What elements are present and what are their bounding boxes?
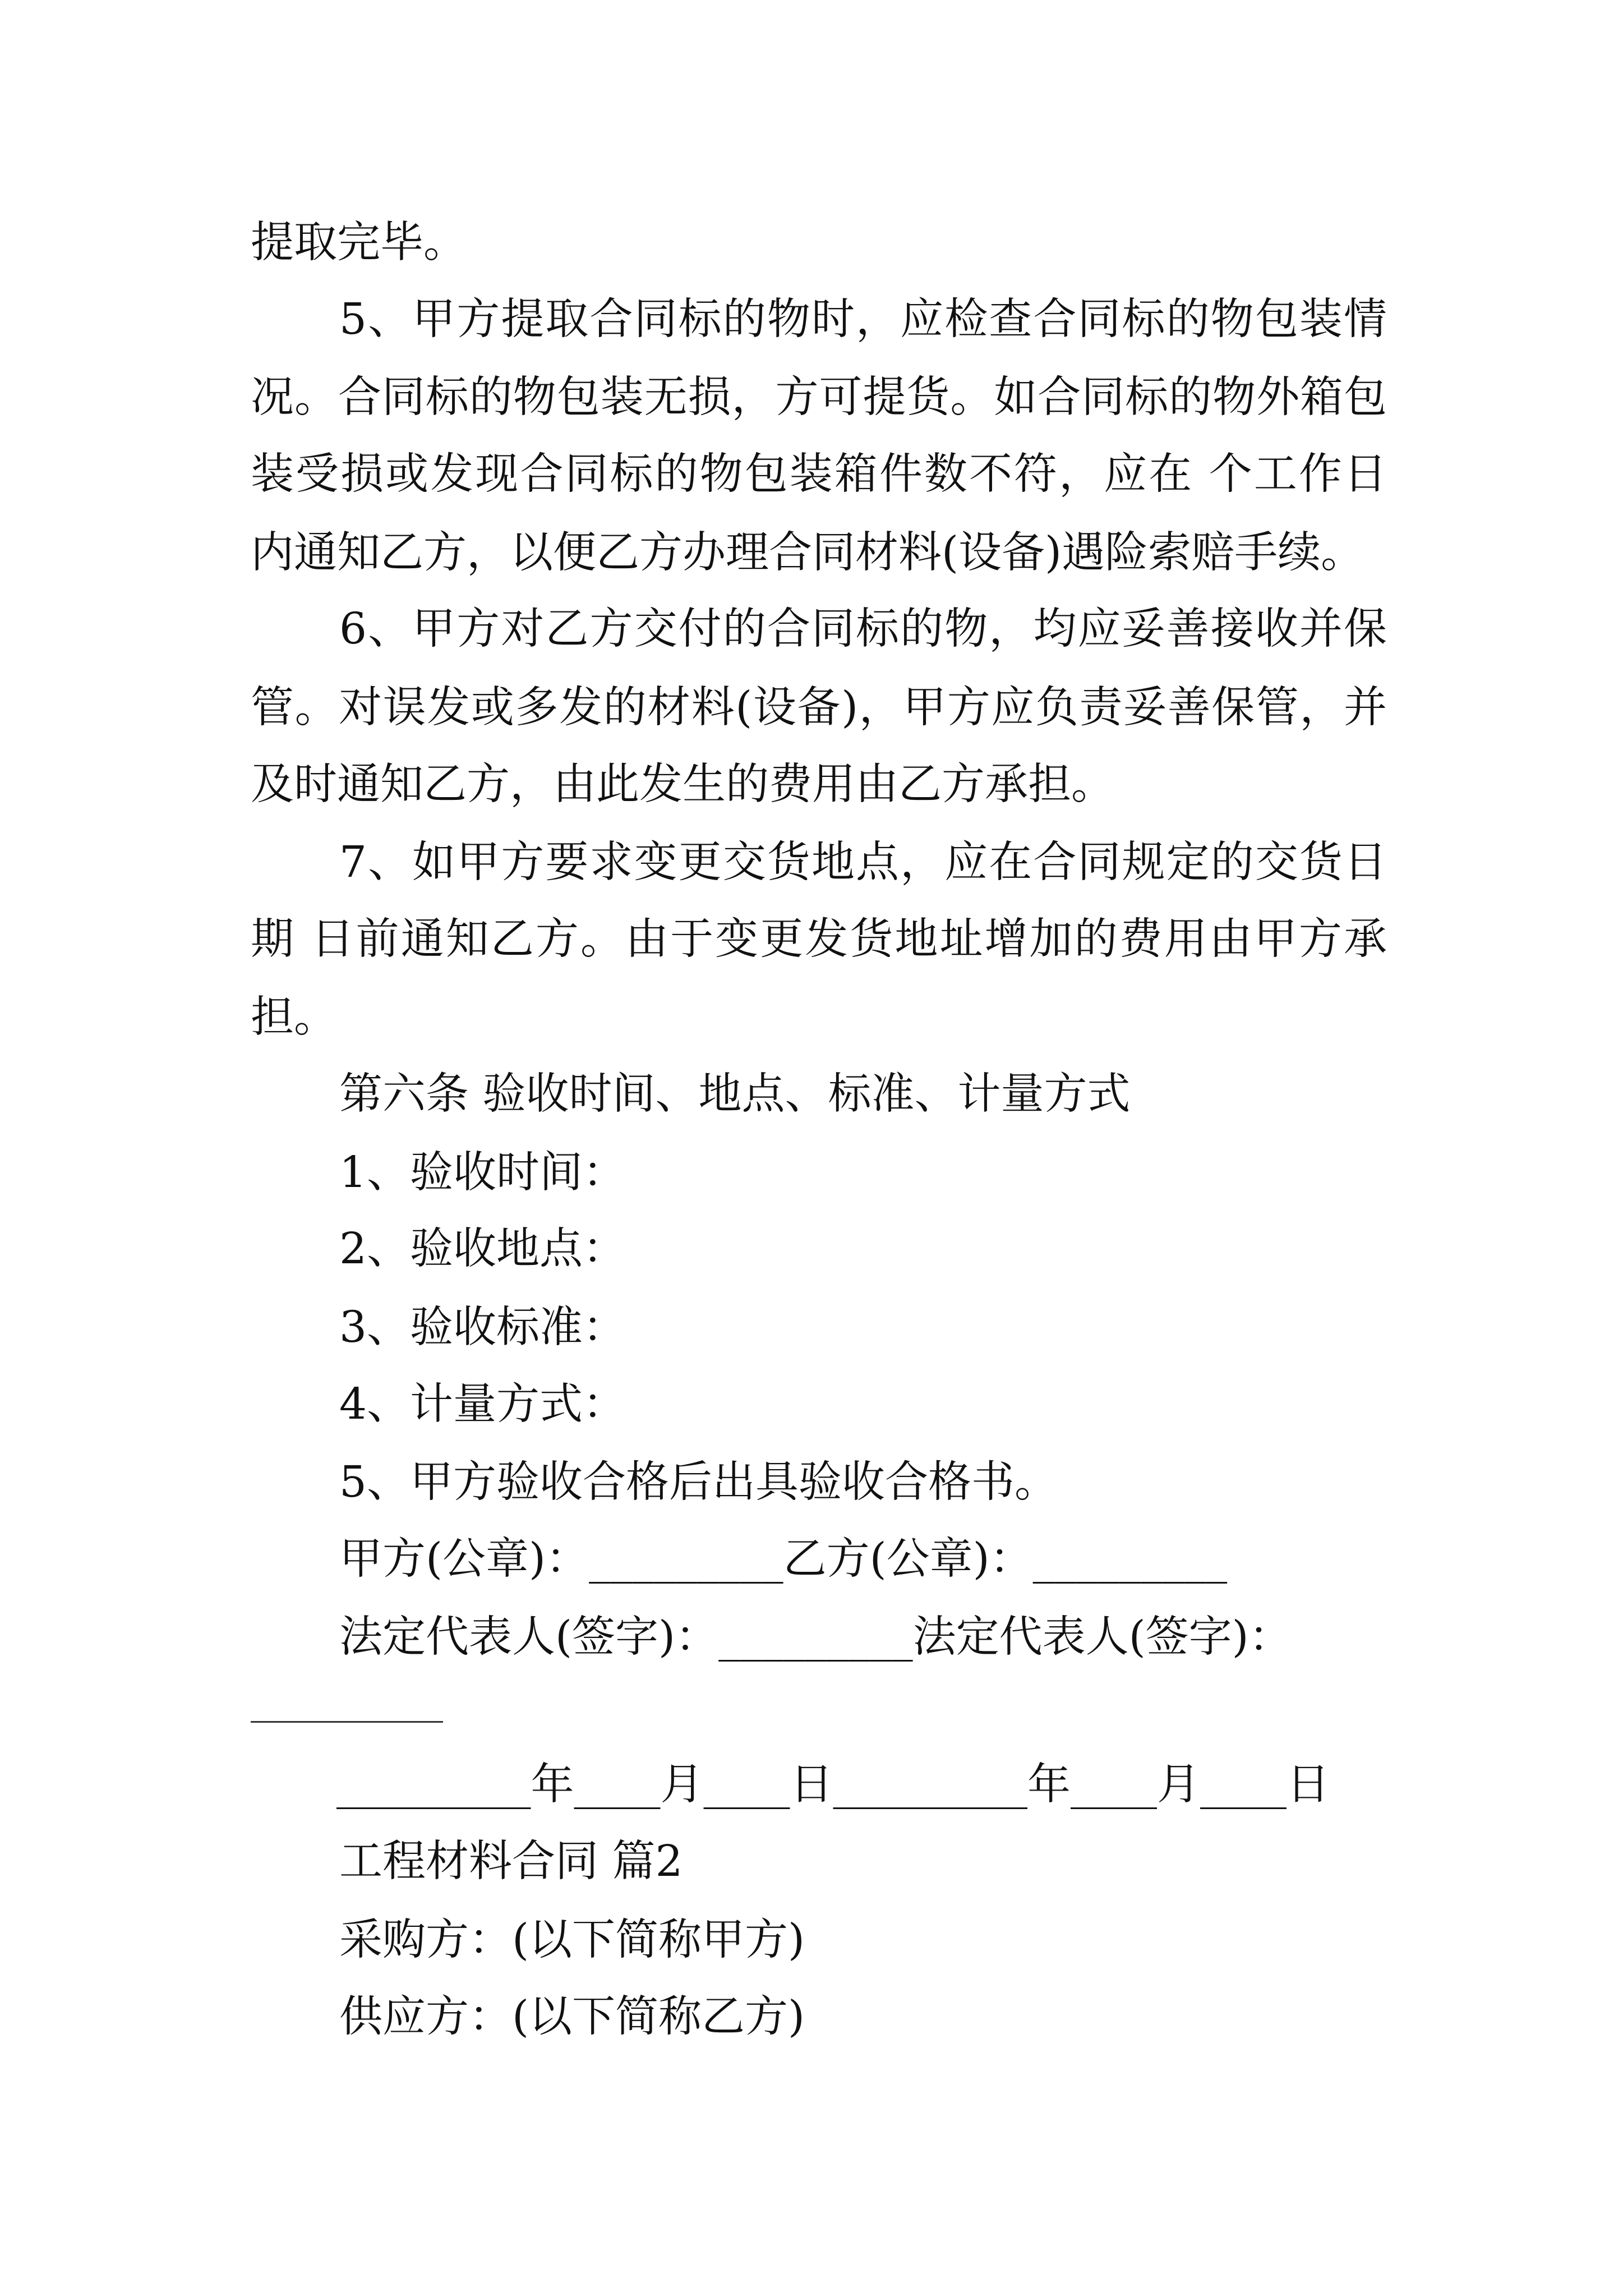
paragraph-line: 期 日前通知乙方。由于变更发货地址增加的费用由甲方承 xyxy=(251,914,1387,964)
clause-5-line: 5、甲方提取合同标的物时，应检查合同标的物包装情 xyxy=(339,295,1387,344)
paragraph-line: 担。 xyxy=(251,992,337,1042)
inspection-certificate: 5、甲方验收合格后出具验收合格书。 xyxy=(339,1457,1058,1507)
clause-6-line: 6、甲方对乙方交付的合同标的物，均应妥善接收并保 xyxy=(339,604,1387,654)
paragraph-line: 况。合同标的物包装无损，方可提货。如合同标的物外箱包 xyxy=(251,372,1387,422)
inspection-location: 2、验收地点： xyxy=(339,1224,626,1274)
paragraph-line: 提取完毕。 xyxy=(251,218,467,268)
paragraph-line: 装受损或发现合同标的物包装箱件数不符，应在 个工作日 xyxy=(251,449,1387,499)
date-line: _________年____月____日_________年____月____日 xyxy=(336,1760,1330,1810)
paragraph-line: 内通知乙方，以便乙方办理合同材料(设备)遇险索赔手续。 xyxy=(251,528,1364,578)
signature-blank-underline xyxy=(251,1721,443,1723)
supplier-line: 供应方：(以下简称乙方) xyxy=(339,1992,805,2042)
article-6-heading: 第六条 验收时间、地点、标准、计量方式 xyxy=(339,1069,1131,1119)
inspection-standard: 3、验收标准： xyxy=(339,1303,626,1352)
purchaser-line: 采购方：(以下简称甲方) xyxy=(339,1915,805,1965)
measurement-method: 4、计量方式： xyxy=(339,1379,626,1429)
inspection-time: 1、验收时间： xyxy=(339,1148,626,1198)
party-seal-line: 甲方(公章)：_________乙方(公章)：_________ xyxy=(339,1534,1228,1584)
paragraph-line: 管。对误发或多发的材料(设备)，甲方应负责妥善保管，并 xyxy=(251,683,1387,733)
paragraph-line: 及时通知乙方，由此发生的费用由乙方承担。 xyxy=(251,760,1114,809)
legal-representative-signature-line: 法定代表人(签字)：_________法定代表人(签字)： xyxy=(339,1612,1292,1662)
clause-7-line: 7、如甲方要求变更交货地点，应在合同规定的交货日 xyxy=(339,838,1387,887)
section-title: 工程材料合同 篇2 xyxy=(339,1837,683,1887)
